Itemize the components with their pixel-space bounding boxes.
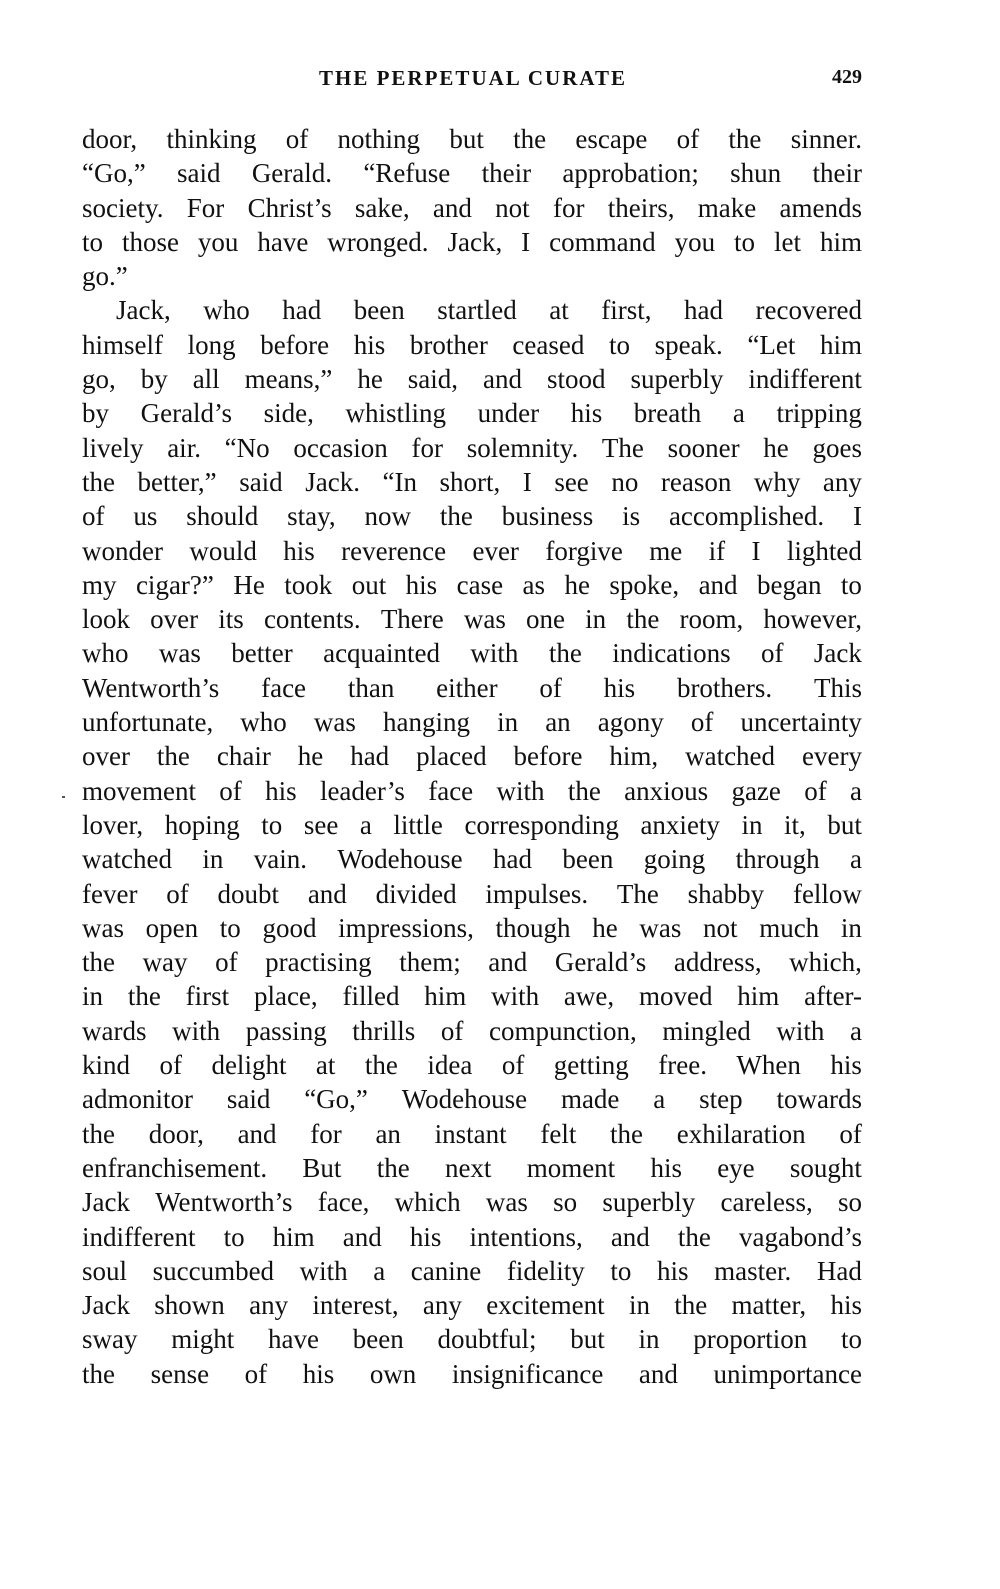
text-line: of us should stay, now the business is accomplished. I (82, 501, 862, 532)
text-line: to those you have wronged. Jack, I command you to let him (82, 226, 862, 257)
text-line: the way of practising them; and Gerald’s address, which, (82, 947, 862, 978)
text-line: the better,” said Jack. “In short, I see no reason why any (82, 466, 862, 497)
text-line: the door, and for an instant felt the exhilaration of (82, 1118, 862, 1149)
text-line: go, by all means,” he said, and stood superbly indifferent (82, 364, 862, 395)
margin-mark (62, 796, 65, 798)
text-line: wards with passing thrills of compunction, mingled with a (82, 1015, 862, 1046)
text-line: look over its contents. There was one in the room, however, (82, 604, 862, 635)
text-line: Jack, who had been startled at first, had recovered (116, 295, 862, 326)
text-line: lively air. “No occasion for solemnity. The sooner he goes (82, 432, 862, 463)
text-line: lover, hoping to see a little corresponding anxiety in it, but (82, 809, 862, 840)
text-line: kind of delight at the idea of getting free. When his (82, 1050, 862, 1081)
text-line: movement of his leader’s face with the anxious gaze of a (82, 775, 862, 806)
text-line: was open to good impressions, though he was not much in (82, 912, 862, 943)
running-title: THE PERPETUAL CURATE (319, 66, 627, 90)
text-line: indifferent to him and his intentions, and the vagabond’s (82, 1221, 862, 1252)
text-line: Jack Wentworth’s face, which was so superbly careless, so (82, 1187, 862, 1218)
text-line: unfortunate, who was hanging in an agony of uncertainty (82, 707, 862, 738)
text-line: watched in vain. Wodehouse had been going through a (82, 844, 862, 875)
text-line: fever of doubt and divided impulses. The shabby fellow (82, 878, 862, 909)
page-header (84, 66, 862, 96)
text-line: admonitor said “Go,” Wodehouse made a step towards (82, 1084, 862, 1115)
text-line: in the first place, filled him with awe, moved him after- (82, 981, 862, 1012)
text-line: by Gerald’s side, whistling under his breath a tripping (82, 398, 862, 429)
text-line: who was better acquainted with the indications of Jack (82, 638, 862, 669)
text-line: the sense of his own insignificance and unimportance (82, 1358, 862, 1389)
text-line: soul succumbed with a canine fidelity to his master. Had (82, 1255, 862, 1286)
text-line: “Go,” said Gerald. “Refuse their approbation; shun their (82, 158, 862, 189)
text-line: door, thinking of nothing but the escape of the sinner. (82, 124, 862, 154)
text-line: my cigar?” He took out his case as he spoke, and began to (82, 569, 862, 600)
text-line: sway might have been doubtful; but in proportion to (82, 1324, 862, 1355)
text-line: enfranchisement. But the next moment his eye sought (82, 1152, 862, 1183)
text-line: Wentworth’s face than either of his brothers. This (82, 672, 862, 703)
text-line: himself long before his brother ceased to speak. “Let him (82, 329, 862, 360)
text-line: wonder would his reverence ever forgive me if I lighted (82, 535, 862, 566)
text-line: over the chair he had placed before him, watched every (82, 741, 862, 772)
text-line: go.” (82, 261, 128, 292)
text-line: Jack shown any interest, any excitement in the matter, his (82, 1290, 862, 1321)
page-number: 429 (832, 66, 862, 88)
body-text (82, 122, 862, 1391)
text-line: society. For Christ’s sake, and not for theirs, make amends (82, 192, 862, 223)
